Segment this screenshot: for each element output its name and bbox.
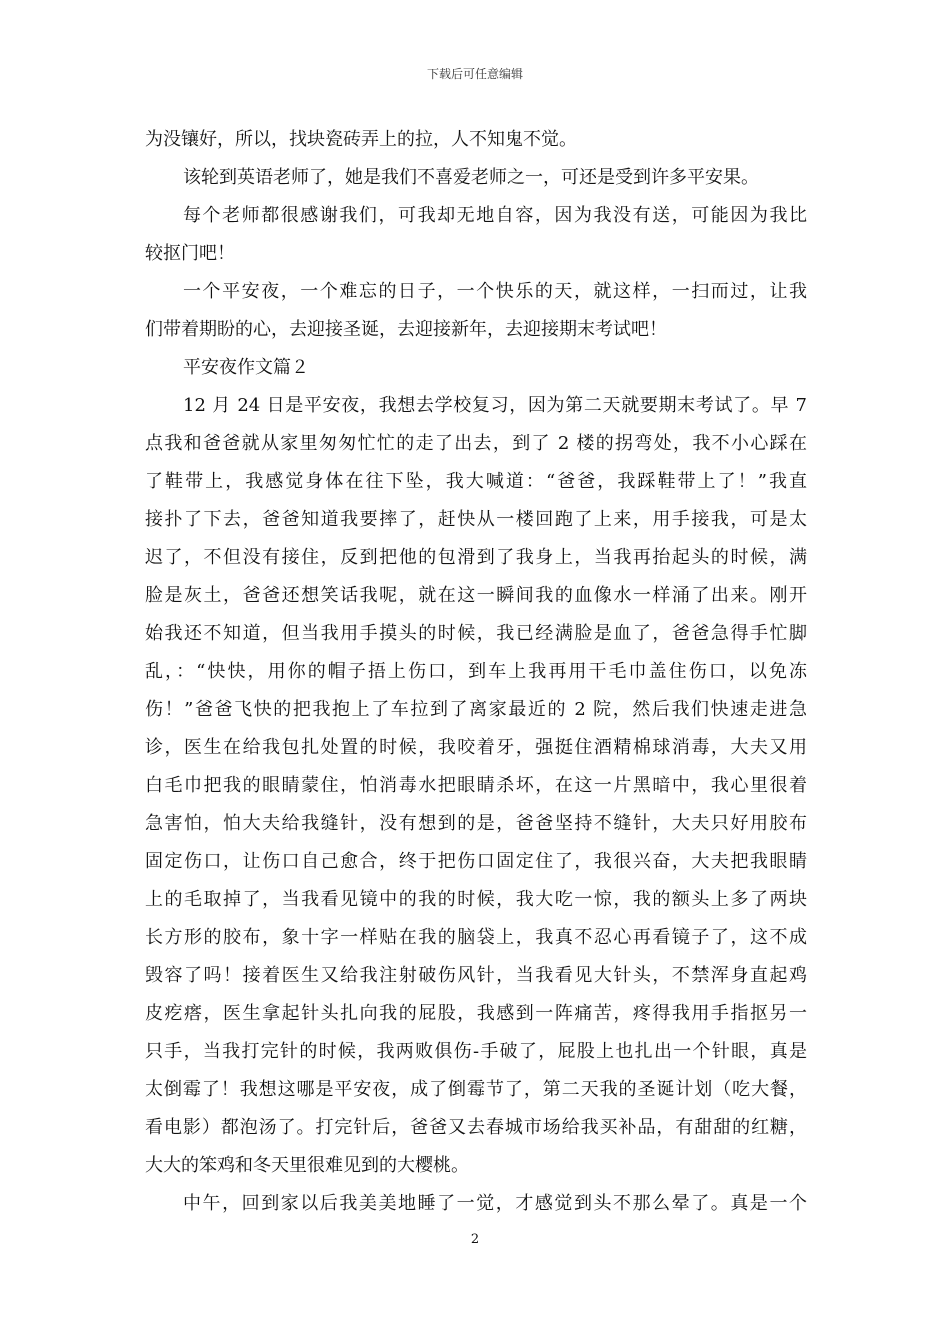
document-body [145,121,807,1223]
text-line: 平安夜作文篇２ [183,357,309,378]
text-line: 看电影）都泡汤了。打完针后，爸爸又去春城市场给我买补品，有甜甜的红糖， [145,1117,807,1138]
text-line: 皮疙瘩，医生拿起针头扎向我的屁股，我感到一阵痛苦，疼得我用手指抠另一 [145,1003,807,1024]
paragraph [145,273,807,349]
text-line: 始我还不知道，但当我用手摸头的时候，我已经满脸是血了，爸爸急得手忙脚 [145,623,807,644]
text-line: 乱，：“快快，用你的帽子捂上伤口，到车上我再用干毛巾盖住伤口，以免冻 [145,661,807,682]
text-line: 12 月 24 日是平安夜，我想去学校复习，因为第二天就要期末考试了。早 7 [183,395,807,416]
text-line: 一个平安夜，一个难忘的日子，一个快乐的天，就这样，一扫而过，让我 [183,281,807,302]
text-line: 为没镶好，所以，找块瓷砖弄上的拉，人不知鬼不觉。 [145,129,577,150]
text-line: 们带着期盼的心，去迎接圣诞，去迎接新年，去迎接期末考试吧！ [145,319,667,340]
text-line: 迟了，不但没有接住，反到把他的包滑到了我身上，当我再抬起头的时候，满 [145,547,807,568]
text-line: 接扑了下去，爸爸知道我要摔了，赶快从一楼回跑了上来，用手接我，可是太 [145,509,807,530]
page-number: 2 [470,1232,480,1247]
paragraph [145,387,807,1185]
text-line: 只手，当我打完针的时候，我两败俱伤-手破了，屁股上也扎出一个针眼，真是 [145,1041,807,1062]
paragraph [145,197,807,273]
text-line: 中午，回到家以后我美美地睡了一觉，才感觉到头不那么晕了。真是一个 [183,1193,807,1214]
text-line: 固定伤口，让伤口自己愈合，终于把伤口固定住了，我很兴奋，大夫把我眼睛 [145,851,807,872]
section-title [145,349,807,387]
text-line: 较抠门吧！ [145,243,235,264]
text-line: 大大的笨鸡和冬天里很难见到的大樱桃。 [145,1155,469,1176]
text-line: 太倒霉了！我想这哪是平安夜，成了倒霉节了，第二天我的圣诞计划（吃大餐， [145,1079,807,1100]
paragraph [145,159,807,197]
text-line: 上的毛取掉了，当我看见镜中的我的时候，我大吃一惊，我的额头上多了两块 [145,889,807,910]
text-line: 伤！”爸爸飞快的把我抱上了车拉到了离家最近的 2 院，然后我们快速走进急 [145,699,807,720]
page-header: 下载后可任意编辑 [426,67,523,81]
paragraph [145,121,807,159]
text-line: 毁容了吗！接着医生又给我注射破伤风针，当我看见大针头，不禁浑身直起鸡 [145,965,807,986]
paragraph [145,1185,807,1223]
text-line: 点我和爸爸就从家里匆匆忙忙的走了出去，到了 2 楼的拐弯处，我不小心踩在 [145,433,807,454]
text-line: 白毛巾把我的眼睛蒙住，怕消毒水把眼睛杀坏，在这一片黑暗中，我心里很着 [145,775,807,796]
text-line: 该轮到英语老师了，她是我们不喜爱老师之一，可还是受到许多平安果。 [183,167,759,188]
text-line: 诊，医生在给我包扎处置的时候，我咬着牙，强挺住酒精棉球消毒，大夫又用 [145,737,807,758]
text-line: 每个老师都很感谢我们，可我却无地自容，因为我没有送，可能因为我比 [183,205,807,226]
text-line: 了鞋带上，我感觉身体在往下坠，我大喊道：“爸爸，我踩鞋带上了！”我直 [145,471,807,492]
text-line: 长方形的胶布，象十字一样贴在我的脑袋上，我真不忍心再看镜子了，这不成 [145,927,807,948]
text-line: 急害怕，怕大夫给我缝针，没有想到的是，爸爸坚持不缝针，大夫只好用胶布 [145,813,807,834]
text-line: 脸是灰土，爸爸还想笑话我呢，就在这一瞬间我的血像水一样涌了出来。刚开 [145,585,807,606]
